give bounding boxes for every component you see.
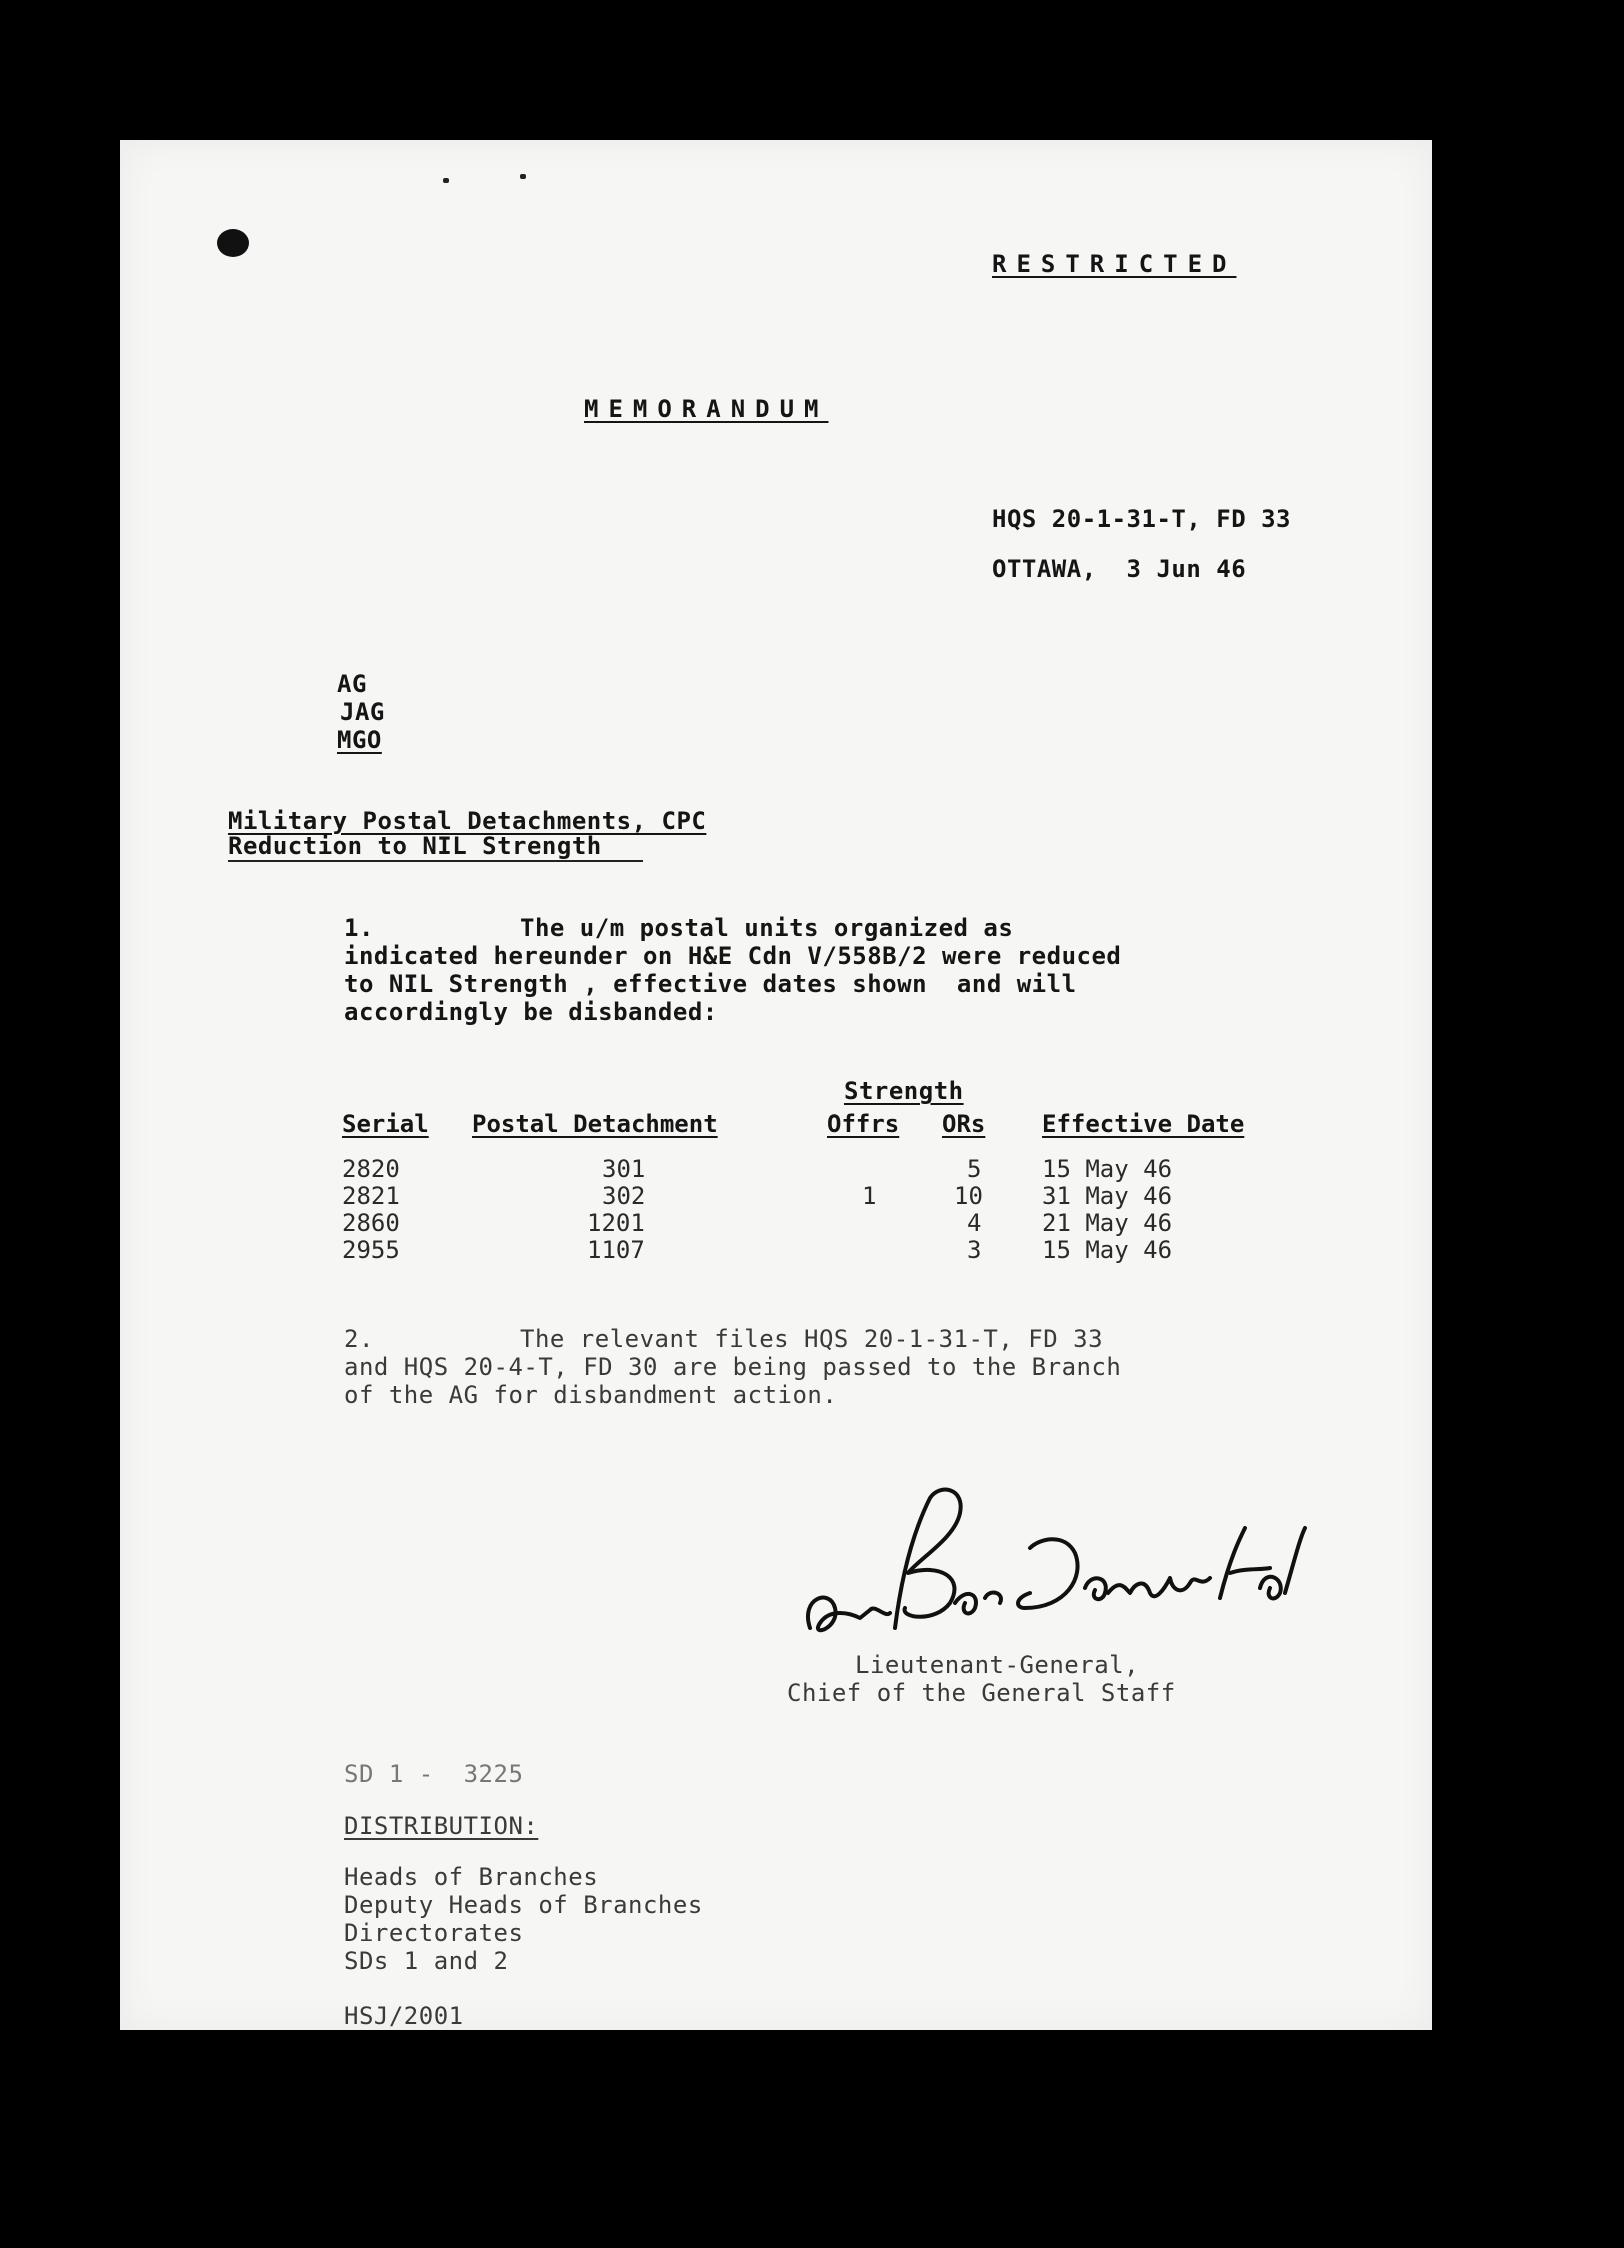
distribution-item: SDs 1 and 2 — [344, 1947, 509, 1975]
subject-line: Military Postal Detachments, CPC — [228, 807, 707, 835]
addressee: JAG — [340, 698, 385, 726]
cell-detachment: 301 — [602, 1155, 646, 1183]
subject-underline — [228, 860, 643, 862]
handwritten-signature — [790, 1478, 1430, 1668]
col-ors: ORs — [942, 1110, 986, 1138]
cell-ors: 10 — [954, 1182, 983, 1210]
paragraph-text: and HQS 20-4-T, FD 30 are being passed to the Branch — [344, 1353, 1122, 1381]
paragraph-text: accordingly be disbanded: — [344, 998, 718, 1026]
memo-title: MEMORANDUM — [584, 395, 829, 423]
col-effective-date: Effective Date — [1042, 1110, 1245, 1138]
strength-group-header: Strength — [844, 1077, 964, 1105]
col-offrs: Offrs — [827, 1110, 900, 1138]
cell-serial: 2860 — [342, 1209, 400, 1237]
paragraph-text: The relevant files HQS 20-1-31-T, FD 33 — [520, 1325, 1104, 1353]
paragraph-text: to NIL Strength , effective dates shown and will — [344, 970, 1077, 998]
detachment-table — [342, 1110, 1244, 1264]
distribution-heading: DISTRIBUTION: — [344, 1812, 539, 1840]
cell-offrs — [827, 1156, 942, 1183]
cell-effective-date: 15 May 46 — [1042, 1236, 1173, 1264]
paragraph-number: 2. — [344, 1325, 374, 1353]
table-row — [342, 1210, 1244, 1237]
cell-serial: 2821 — [342, 1182, 400, 1210]
table-row — [342, 1237, 1244, 1264]
cell-offrs — [827, 1237, 942, 1264]
place-date: OTTAWA, 3 Jun 46 — [992, 555, 1247, 583]
paragraph-number: 1. — [344, 914, 374, 942]
addressee: AG — [337, 670, 367, 698]
cell-effective-date: 31 May 46 — [1042, 1182, 1173, 1210]
sd-reference: SD 1 - 3225 — [344, 1760, 524, 1788]
cell-effective-date: 21 May 46 — [1042, 1209, 1173, 1237]
cell-detachment: 1201 — [587, 1209, 645, 1237]
cell-ors: 3 — [967, 1236, 982, 1264]
signatory-rank: Lieutenant-General, — [855, 1651, 1140, 1679]
file-reference: HQS 20-1-31-T, FD 33 — [992, 505, 1291, 533]
cell-detachment: 302 — [602, 1182, 646, 1210]
col-detachment: Postal Detachment — [472, 1110, 718, 1138]
col-serial: Serial — [342, 1110, 429, 1138]
cell-serial: 2820 — [342, 1155, 400, 1183]
speck — [520, 174, 526, 179]
distribution-item: Deputy Heads of Branches — [344, 1891, 703, 1919]
footer-reference: HSJ/2001 — [344, 2002, 464, 2030]
speck — [443, 178, 449, 183]
cell-detachment: 1107 — [587, 1236, 645, 1264]
paragraph-text: of the AG for disbandment action. — [344, 1381, 838, 1409]
cell-serial: 2955 — [342, 1236, 400, 1264]
signatory-position: Chief of the General Staff — [787, 1679, 1176, 1707]
cell-offrs: 1 — [862, 1182, 877, 1210]
cell-ors: 5 — [967, 1155, 982, 1183]
paragraph-text: The u/m postal units organized as — [520, 914, 1014, 942]
classification-heading: RESTRICTED — [992, 250, 1237, 278]
table-header-row — [342, 1110, 1244, 1138]
cell-offrs — [827, 1210, 942, 1237]
punch-hole — [217, 229, 249, 257]
subject-line: Reduction to NIL Strength — [228, 832, 602, 860]
addressee: MGO — [337, 726, 382, 754]
distribution-item: Directorates — [344, 1919, 524, 1947]
cell-ors: 4 — [967, 1209, 982, 1237]
paragraph-text: indicated hereunder on H&E Cdn V/558B/2 were reduced — [344, 942, 1122, 970]
distribution-item: Heads of Branches — [344, 1863, 599, 1891]
cell-effective-date: 15 May 46 — [1042, 1155, 1173, 1183]
table-row — [342, 1183, 1244, 1210]
document-sheet — [120, 140, 1432, 2030]
table-row — [342, 1156, 1244, 1183]
